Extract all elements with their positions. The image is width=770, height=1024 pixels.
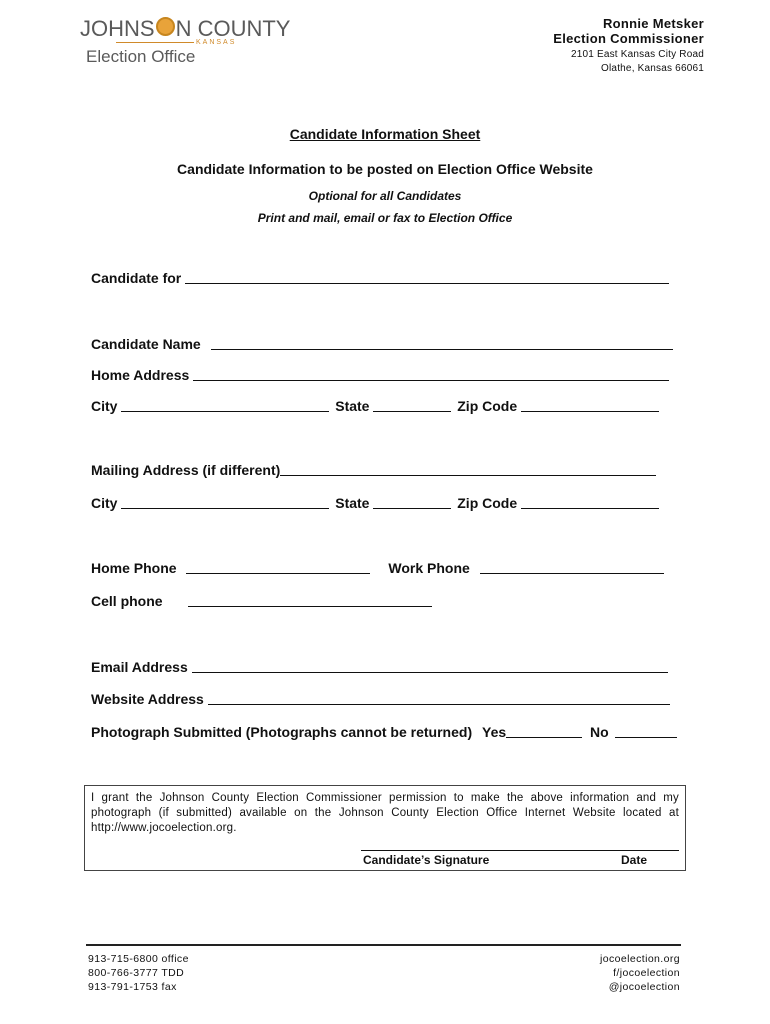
logo-text-b: N COUNTY bbox=[175, 16, 291, 41]
photo-no-field[interactable] bbox=[615, 725, 677, 738]
candidate-for-field[interactable] bbox=[185, 271, 669, 284]
mailing-state-field[interactable] bbox=[373, 496, 451, 509]
candidate-for-label: Candidate for bbox=[91, 270, 182, 286]
signature-line[interactable] bbox=[361, 850, 679, 851]
note-optional: Optional for all Candidates bbox=[308, 189, 462, 203]
consent-text: I grant the Johnson County Election Commissioner permission to make the above information and my photograph (if submitted) available on the Johnson County Election Office Internet Website located at http://www.jocoelection.org. bbox=[91, 792, 679, 834]
mailing-city-label: City bbox=[91, 495, 118, 511]
footer-website: jocoelection.org bbox=[600, 953, 680, 965]
mailing-zip-field[interactable] bbox=[521, 496, 659, 509]
sunflower-icon bbox=[156, 17, 175, 36]
mailing-address-row bbox=[91, 462, 656, 478]
photo-label: Photograph Submitted (Photographs cannot be returned) bbox=[91, 724, 473, 740]
footer-twitter: @jocoelection bbox=[608, 981, 680, 993]
mailing-state-label: State bbox=[335, 495, 370, 511]
cell-phone-field[interactable] bbox=[188, 594, 432, 607]
candidate-name-row bbox=[91, 336, 673, 352]
footer-contact bbox=[88, 952, 189, 994]
logo-state: KANSAS bbox=[196, 39, 237, 46]
zip-label: Zip Code bbox=[457, 398, 518, 414]
note-submission: Print and mail, email or fax to Election Office bbox=[257, 211, 513, 225]
work-phone-field[interactable] bbox=[480, 561, 664, 574]
candidate-for-row bbox=[91, 270, 669, 286]
page-subtitle: Candidate Information to be posted on Election Office Website bbox=[177, 161, 593, 177]
footer-facebook: f/jocoelection bbox=[613, 967, 680, 979]
logo-wordmark bbox=[80, 16, 290, 42]
city-state-zip-row-1 bbox=[91, 398, 659, 414]
photo-row bbox=[91, 724, 677, 740]
address-line-1: 2101 East Kansas City Road bbox=[570, 49, 704, 60]
website-row bbox=[91, 691, 670, 707]
logo-subtitle: Election Office bbox=[86, 47, 196, 66]
no-label: No bbox=[590, 724, 609, 740]
city-label: City bbox=[91, 398, 118, 414]
mailing-address-label: Mailing Address (if different) bbox=[91, 462, 281, 478]
website-field[interactable] bbox=[208, 692, 670, 705]
state-label: State bbox=[335, 398, 370, 414]
johnson-county-logo bbox=[80, 14, 291, 70]
consent-box bbox=[84, 785, 686, 871]
zip-field[interactable] bbox=[521, 399, 659, 412]
footer-tdd-phone: 800-766-3777 TDD bbox=[88, 967, 185, 979]
phone-row bbox=[91, 560, 664, 576]
commissioner-name: Ronnie Metsker bbox=[602, 16, 704, 31]
yes-label: Yes bbox=[482, 724, 507, 740]
address-line-2: Olathe, Kansas 66061 bbox=[601, 63, 704, 74]
candidate-name-field[interactable] bbox=[211, 337, 673, 350]
letterhead bbox=[553, 16, 704, 76]
cell-phone-row bbox=[91, 593, 432, 609]
mailing-city-field[interactable] bbox=[121, 496, 329, 509]
cell-phone-label: Cell phone bbox=[91, 593, 163, 609]
city-field[interactable] bbox=[121, 399, 329, 412]
email-field[interactable] bbox=[192, 660, 668, 673]
logo-rule bbox=[116, 42, 194, 43]
footer-divider bbox=[86, 944, 681, 946]
date-label: Date bbox=[621, 853, 648, 867]
footer-web bbox=[600, 952, 680, 994]
footer-office-phone: 913-715-6800 office bbox=[88, 953, 189, 965]
commissioner-title: Election Commissioner bbox=[553, 31, 704, 46]
photo-yes-field[interactable] bbox=[506, 725, 582, 738]
signature-label: Candidate’s Signature bbox=[363, 853, 490, 867]
city-state-zip-row-2 bbox=[91, 495, 659, 511]
mailing-zip-label: Zip Code bbox=[457, 495, 518, 511]
mailing-address-field[interactable] bbox=[280, 463, 656, 476]
email-row bbox=[91, 659, 668, 675]
home-phone-label: Home Phone bbox=[91, 560, 177, 576]
footer-fax: 913-791-1753 fax bbox=[88, 981, 177, 993]
work-phone-label: Work Phone bbox=[388, 560, 470, 576]
home-address-row bbox=[91, 367, 669, 383]
page-title: Candidate Information Sheet bbox=[289, 126, 481, 142]
home-address-label: Home Address bbox=[91, 367, 190, 383]
logo-text-a: JOHNS bbox=[80, 16, 155, 41]
home-address-field[interactable] bbox=[193, 368, 669, 381]
email-label: Email Address bbox=[91, 659, 188, 675]
state-field[interactable] bbox=[373, 399, 451, 412]
website-label: Website Address bbox=[91, 691, 204, 707]
candidate-name-label: Candidate Name bbox=[91, 336, 201, 352]
home-phone-field[interactable] bbox=[186, 561, 370, 574]
